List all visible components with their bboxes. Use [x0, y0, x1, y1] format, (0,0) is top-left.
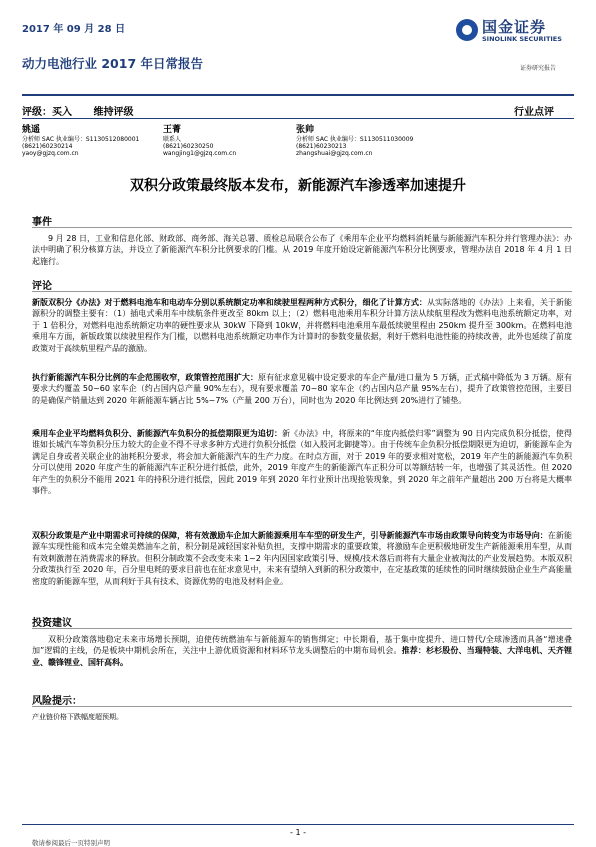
analyst-phone: (8621)60230214 [22, 143, 73, 151]
comment-lead: 乘用车企业平均燃料负积分、新能源汽车负积分的抵偿期限更为追切： [32, 429, 283, 438]
report-date: 2017 年 09 月 28 日 [22, 24, 126, 35]
rating-divider [22, 118, 574, 119]
report-type: 行业点评 [514, 107, 554, 118]
page-number: - 1 - [290, 828, 306, 837]
logo-subtitle: 证券研究报告 [520, 65, 557, 72]
comment-body: 从实际落地的《办法》上来看，关于新能源积分的调整主要有：（1）插电式乘用车中续航条件更改至 80km 以上；（2）燃料电池乘用车积分计算方法从续航里程改为燃料电池系统额定功率，对于 1 倍积分，对燃料电池系统额定功率的硬性要求从 30kW 下降到 10kW，并将燃料电池乘用车最低续驶里程由 250km 提升至 300km。在燃料电池乘用车方面，新版政策以续驶里程作为门槛，以燃料电池系统额定功率作为计算时的参数变量依据，利好于燃料电池性能的持续改善，此外也延续了前度政策对于高续航里程产品的激励。 [32, 298, 572, 353]
comment-lead: 新版双积分《办法》对于燃料电池车和电动车分别以系统额定功率和续驶里程两种方式积分，细化了计算方式： [32, 298, 427, 307]
comment-body: 新《办法》中，将原来的“年度内抵偿归零”调整为 90 日内完成负积分抵偿，使得谁如长城汽车等负积分压力较大的企业不得不寻求多种方式进行负积分抵偿（如入股河北御捷等）。由于传统车企负积分抵偿期限更为迫切，新能源车企为满足自身或者关联企业的油耗积分要求，将会加大新能源汽车的生产力度。在时点方面，对于 2019 年的要求相对宽松，2019 年产生的新能源汽车负积分可以使用 2020 年度产生的新能源汽车正积分进行抵偿，此外，2019 年度产生的新能源汽车正积分可以等额结转一年，也增强了其灵活性。但 2020 年产生的负积分不能用 2021 年的持积分进行抵偿，因此 2019 年到 2020 年行业预计出现抢装现象，到 2020 年之前年产量超出 200 万台将是大概率事件。 [32, 429, 572, 496]
analyst-name: 张帅 [296, 125, 315, 135]
advice-heading: 投资建议 [32, 618, 72, 629]
analyst-id: 分析师 SAC 执业编号：S1130512080001 [22, 136, 140, 143]
event-text: 9 月 28 日，工业和信息化部、财政部、商务部、海关总署、质检总局联合公布了《乘用车企业平均燃料消耗量与新能源汽车积分并行管理办法》：办法中明确了积分核算方法，并设立了新能源汽车积分比例要求的门槛。从 2019 年度开始设定新能源汽车积分比例要求，管理办法自 2018 年 4 月 1 日起施行。 [32, 234, 572, 266]
comment-body: 原有征求意见稿中设定要求的车企产量/进口量为 5 万辆，正式稿中降低为 3 万辆。原有要求大约覆盖 50~60 家车企（约占国内总产量 90%左右），现有要求覆盖 70~80 家车企（约占国内总产量 95%左右），提升了政策管控范围，主要目的是确保产销量达到 2020 年新能源车辆占比 5%~7%（产量 200 万台），同时也为 2020 年比例达到 20%进行了铺垫。 [32, 373, 573, 405]
footer-divider [22, 824, 574, 825]
advice-targets-label: 推荐： [401, 646, 426, 656]
advice-body: 双积分政策落地稳定未来市场增长预期，迫使传统燃油车与新能源车的销售绑定；中长期看，基于集中度提升、进口替代/全球渗透而具备“增速叠加”逻辑的主线，仍是板块中期机会所在，关注中上游优质资源和材料环节龙头调整后的中期布局机会。 [32, 635, 572, 656]
rating-maintain: 维持评级 [93, 107, 134, 118]
analyst-email[interactable]: yaoy@gjzq.com.cn [22, 150, 79, 158]
section-divider [32, 291, 572, 292]
event-heading: 事件 [32, 217, 52, 228]
comment-paragraph [32, 297, 572, 354]
advice-text [32, 634, 572, 668]
section-divider [32, 706, 572, 707]
analyst-card [163, 124, 236, 158]
comment-heading: 评论 [32, 281, 52, 292]
logo-en: SINOLINK SECURITIES [482, 35, 562, 43]
report-title: 动力电池行业 2017 年日常报告 [22, 56, 203, 71]
risk-heading: 风险提示： [32, 696, 82, 707]
comment-body: 在新能源车实现性能和成本完全媲美燃油车之前，积分制是减轻国家补贴负担，支撑中期需求的重要政策，将激励车企更积极地研发生产新能源乘用车型，从而有效刺激潜在消费需求的释放。但积分制政策不会改变未来 1~2 年内因国家政策引导、规模/技术落后而将有大量企业被淘汰的产业发展趋势。本版双积分政策执行至 2020 年，百分里电耗的要求目前也在征求意见中，未来有望纳入到新的积分政策中，在定基政策的延续性的同时继续鼓励企业生产高能量密度的新能源车型，从而利好于具有技术、资源优势的电池及材料企业。 [32, 531, 572, 586]
comment-paragraph [32, 428, 572, 496]
rating-label: 评级：买入 [22, 107, 72, 118]
analyst-email[interactable]: wangjing1@gjzq.com.cn [163, 150, 237, 158]
logo-cn: 国金证券 [482, 18, 547, 36]
comment-paragraph [32, 530, 572, 587]
section-divider [32, 628, 572, 629]
analyst-card [22, 124, 139, 158]
analyst-email[interactable]: zhangshuai@gjzq.com.cn [296, 150, 373, 158]
headline: 双积分政策最终版本发布，新能源汽车渗透率加速提升 [130, 178, 466, 194]
footer-disclaimer: 敬请参阅最后一页特别声明 [32, 839, 110, 847]
rating-bar [22, 103, 151, 118]
header-divider [22, 94, 574, 96]
analyst-id: 分析师 SAC 执业编号：S1130511030009 [296, 136, 414, 143]
section-divider [32, 227, 572, 228]
risk-text: 产业链价格下跌幅度超预期。 [32, 713, 123, 721]
analyst-card [296, 124, 413, 158]
analyst-phone: (8621)60230250 [163, 143, 214, 151]
analyst-id: 联系人 [163, 136, 182, 143]
analyst-name: 王菁 [163, 125, 182, 135]
comment-paragraph [32, 372, 572, 406]
analyst-phone: (8621)60230213 [296, 143, 347, 151]
advice-targets: 杉杉股份、当瑞特装、大洋电机、天齐锂业、赣锋锂业、国轩高科。 [32, 646, 573, 667]
comment-lead: 执行新能源汽车积分比例的车企范围收窄，政策管控范围扩大： [32, 373, 259, 382]
company-logo-icon [456, 19, 478, 41]
analyst-name: 姚遥 [22, 125, 41, 135]
comment-lead: 双积分政策是产业中期需求可持续的保障，将有效激励车企加大新能源乘用车车型的研发生产，引导新能源汽车市场由政策导向转变为市场导向： [32, 531, 548, 540]
